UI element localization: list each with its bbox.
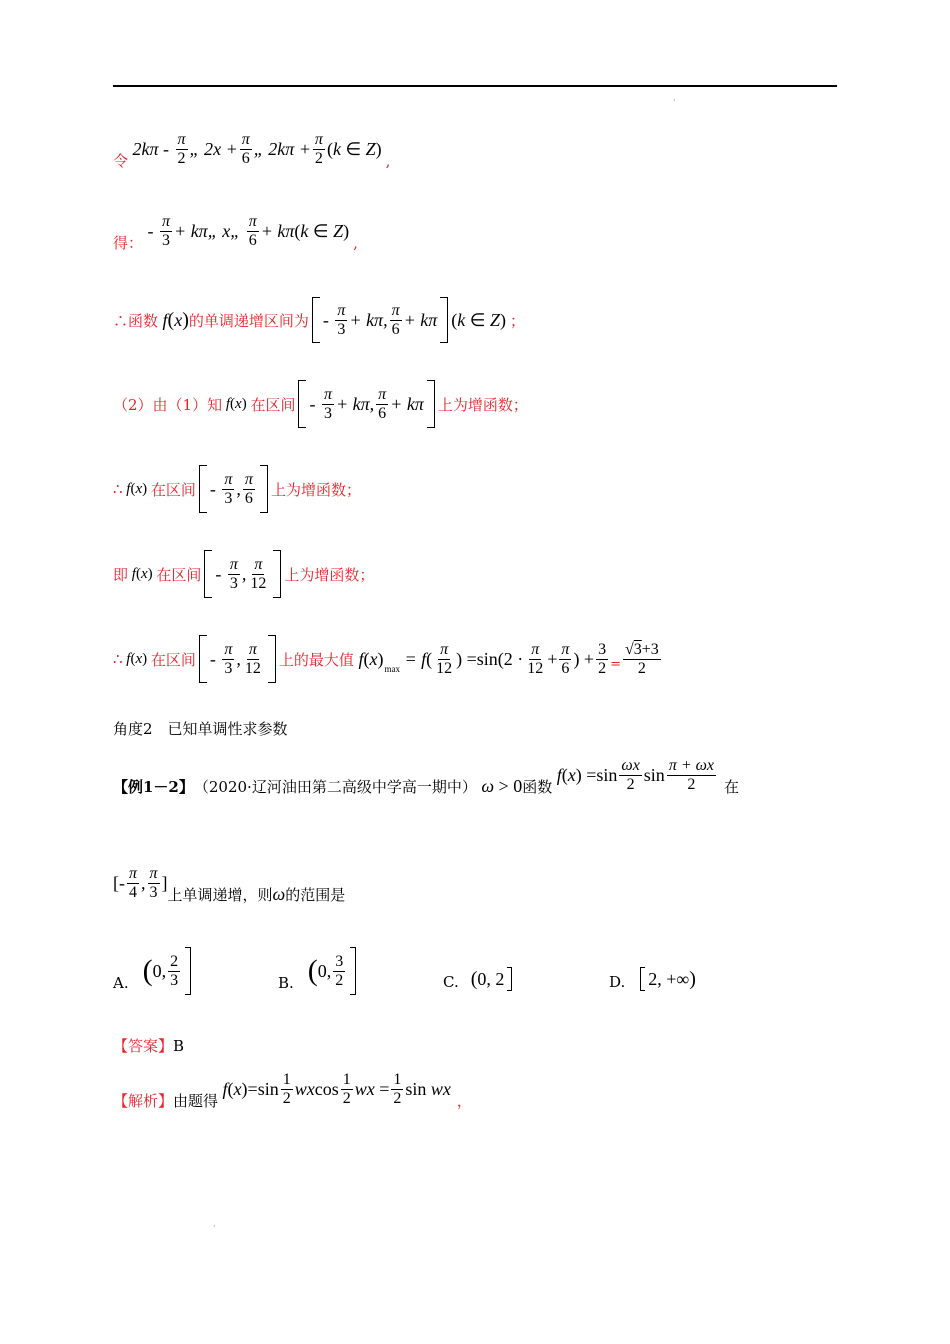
step-part2 <box>113 380 528 428</box>
step-maximum <box>113 635 663 683</box>
omega-symbol: ω <box>272 884 286 904</box>
answer-tag: 【答案】 <box>113 1037 174 1055</box>
header-rule <box>113 85 837 87</box>
interval-formula: - $\frac{\pi}{3}$ , $\frac{\pi}{12}$ <box>196 635 279 683</box>
function-f: f ( x ) <box>225 395 247 412</box>
punct: ； <box>509 311 525 330</box>
decorative-dot: · <box>213 1222 216 1231</box>
option-letter: A. <box>113 974 129 992</box>
analysis-text: 由题得 <box>173 1092 219 1110</box>
step-label: ∴ <box>113 650 123 668</box>
function-f: f ( x ) <box>131 565 153 582</box>
answer-line <box>113 1035 184 1056</box>
analysis-line <box>113 1068 472 1111</box>
step-label: ∴ <box>113 480 123 498</box>
step-label: ∴函数 <box>113 311 159 330</box>
example-tag: 【例1－2】 <box>113 778 194 796</box>
step-label: 令 <box>113 152 129 170</box>
option-formula: 2, +∞ ) <box>637 967 696 991</box>
option-letter: D. <box>609 973 626 991</box>
answer-value: B <box>173 1036 185 1055</box>
cont-text-2: 的范围是 <box>285 886 346 904</box>
interval-formula: - $\frac{\pi}{3}$ , $\frac{\pi}{12}$ <box>201 550 284 598</box>
decorative-dot: · <box>673 96 676 105</box>
step-that-is <box>113 550 374 598</box>
interval-formula: - $\frac{\pi}{3}$ + kπ , $\frac{\pi}{6}$ + kπ ( k ∈ Z ) <box>309 297 506 343</box>
punct: ， <box>456 1092 472 1110</box>
option-formula: ( 0, $\frac{3}{2}$ <box>308 947 360 995</box>
formula: - $\frac{\pi}{3}$ + kπ „ x „ $\frac{\pi}{6}$ + kπ ( k ∈ Z ) <box>143 213 350 249</box>
analysis-tag: 【解析】 <box>113 1092 174 1110</box>
step-label: （2）由（1）知 <box>113 395 223 414</box>
fn-word: 函数 <box>522 778 553 796</box>
punct: , <box>353 233 358 252</box>
text-mid: 在区间 <box>150 650 196 669</box>
step-result <box>113 210 358 253</box>
function-f: f ( x ) <box>126 650 148 667</box>
formula: 2 kπ - $\frac{\pi}{2}$ „ 2 x + $\frac{\pi}{6}$ „ 2 kπ + $\frac{\pi}{2}$ ( k ∈ Z ) <box>128 131 382 167</box>
step-therefore <box>113 465 361 513</box>
at-word: 在 <box>724 778 740 796</box>
text-tail: 上为增函数； <box>284 565 375 584</box>
text-mid: 在区间 <box>150 480 196 499</box>
max-value: $\frac{√3+3}{2}$ <box>625 640 659 677</box>
section-title: 角度2 已知单调性求参数 <box>113 720 288 738</box>
max-formula: f ( x ) max = f ( $\frac{\pi}{12}$ ) =sin(2 · $\frac{\pi}{12}$ + $\frac{\pi}{6}$ ) + $\frac{3}{2}$ <box>358 640 607 677</box>
equals-sign: = <box>610 656 621 672</box>
text-mid: 的单调递增区间为 <box>188 311 309 330</box>
option-letter: B. <box>278 974 294 992</box>
cont-text: 上单调递增，则 <box>167 886 273 904</box>
punct: , <box>385 151 391 170</box>
section-heading <box>113 718 288 739</box>
function-definition: f ( x ) =sin $\frac{\omega x}{2}$ sin $\frac{\pi + \omega x}{2}$ <box>556 757 715 793</box>
step-label: 得： <box>113 234 144 252</box>
increasing-interval <box>113 297 525 343</box>
text-tail: 上为增函数； <box>437 395 528 414</box>
option-a[interactable] <box>113 947 194 995</box>
example-source: （2020·辽河油田第二高级中学高一期中） <box>193 778 477 796</box>
function-f: f ( x ) <box>162 308 189 331</box>
interval-formula: - $\frac{\pi}{3}$ + kπ , $\frac{\pi}{6}$ + kπ <box>295 380 437 428</box>
text-mid: 在区间 <box>156 565 202 584</box>
step-label: 即 <box>113 565 129 584</box>
example-condition <box>113 862 345 905</box>
option-formula: ( 0, $\frac{2}{3}$ <box>143 947 195 995</box>
analysis-formula: f ( x )=sin $\frac{1}{2}$ wx cos $\frac{1}{2}$ wx = $\frac{1}{2}$ sin wx <box>222 1071 451 1107</box>
interval-formula: [- $\frac{\pi}{4}$ , $\frac{\pi}{3}$ ] <box>113 865 168 901</box>
option-letter: C. <box>443 973 459 991</box>
text-tail: 上的最大值 <box>278 650 354 669</box>
interval-formula: - $\frac{\pi}{3}$ , $\frac{\pi}{6}$ <box>196 465 271 513</box>
function-f: f ( x ) <box>126 480 148 497</box>
text-mid: 在区间 <box>250 395 296 414</box>
option-b[interactable] <box>278 947 359 995</box>
omega-condition: ω > 0 <box>476 776 523 796</box>
step-inequality <box>113 128 390 171</box>
example-statement <box>113 754 739 797</box>
option-d[interactable] <box>609 967 696 991</box>
option-c[interactable] <box>443 967 515 991</box>
option-formula: ( 0, 2 <box>471 967 516 991</box>
text-tail: 上为增函数； <box>270 480 361 499</box>
